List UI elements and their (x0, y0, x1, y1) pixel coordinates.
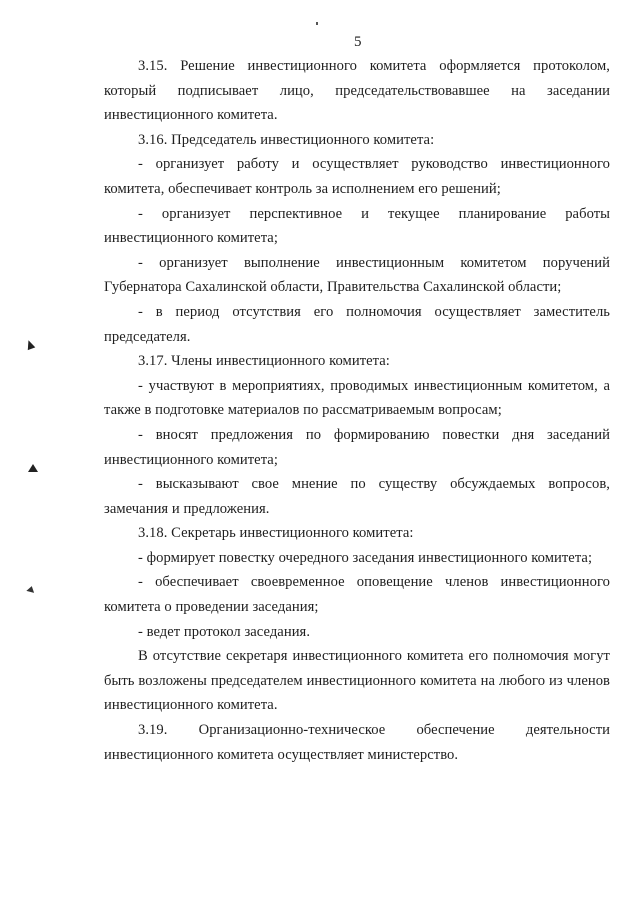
paragraph-3-19: 3.19. Организационно-техническое обеспечение деятельности инвестиционного комитета осуществляет министерство. (104, 722, 610, 763)
list-item: - вносят предложения по формированию повестки дня заседаний инвестиционного комитета; (104, 426, 610, 468)
list-item: - участвуют в мероприятиях, проводимых инвестиционным комитетом, а также в подготовке материалов по рассматриваемым вопросам; (104, 377, 610, 419)
document-body (104, 54, 610, 767)
paragraph-3-15: 3.15. Решение инвестиционного комитета оформляется протоколом, который подписывает лицо, председательствовавшее на заседании инвестиционного комитета. (104, 58, 610, 124)
scan-mark (26, 585, 35, 593)
scan-mark (25, 339, 36, 350)
scan-mark (28, 464, 38, 472)
paragraph-3-16-heading: 3.16. Председатель инвестиционного комитета: (138, 131, 435, 148)
list-item: - организует выполнение инвестиционным комитетом поручений Губернатора Сахалинской области, Правительства Сахалинской области; (104, 254, 610, 296)
paragraph-3-18-heading: 3.18. Секретарь инвестиционного комитета: (138, 525, 414, 542)
list-item: - организует работу и осуществляет руководство инвестиционного комитета, обеспечивает контроль за исполнением его решений; (104, 156, 610, 197)
list-item: - формирует повестку очередного заседания инвестиционного комитета; (138, 549, 593, 566)
list-item: - в период отсутствия его полномочия осуществляет заместитель председателя. (104, 303, 610, 345)
scan-speck (316, 22, 318, 25)
list-item: - организует перспективное и текущее планирование работы инвестиционного комитета; (104, 205, 610, 247)
list-item: - ведет протокол заседания. (138, 623, 311, 640)
paragraph-3-17-heading: 3.17. Члены инвестиционного комитета: (138, 353, 390, 370)
list-item: - высказывают свое мнение по существу обсуждаемых вопросов, замечания и предложения. (104, 476, 610, 517)
list-item: - обеспечивает своевременное оповещение членов инвестиционного комитета о проведении заседания; (104, 574, 610, 616)
paragraph-secretary-absence: В отсутствие секретаря инвестиционного комитета его полномочия могут быть возложены председателем инвестиционного комитета на любого из членов инвестиционного комитета. (104, 648, 610, 714)
page-number: 5 (354, 34, 362, 50)
